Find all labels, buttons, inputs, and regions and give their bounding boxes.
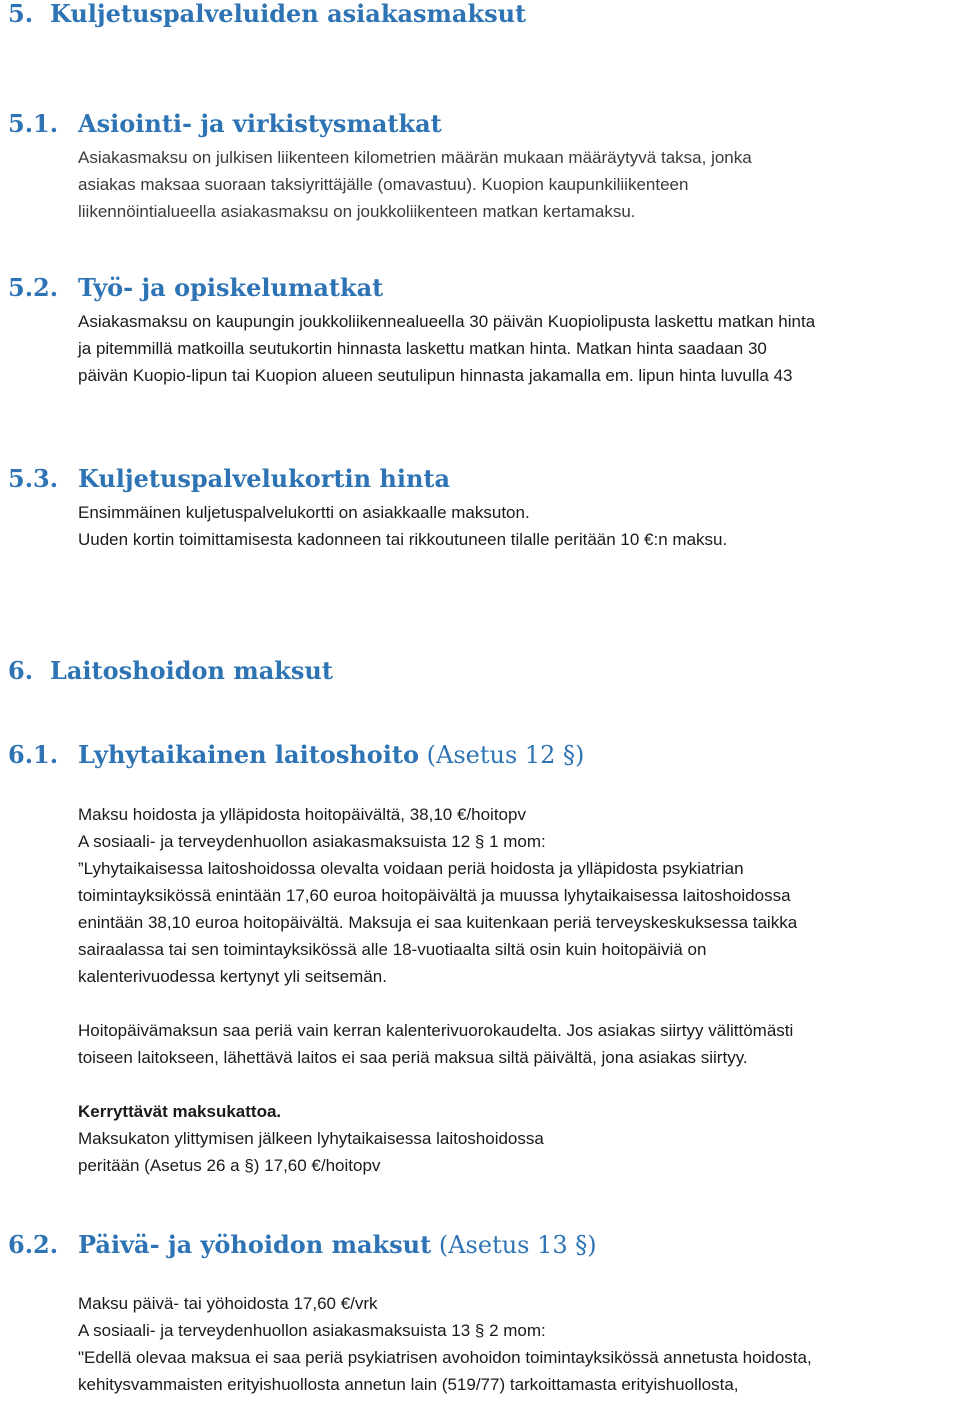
- paragraph-line: ja pitemmillä matkoilla seutukortin hinnasta laskettu matkan hinta. Matkan hinta saadaan 30: [78, 339, 767, 358]
- paragraph-line: ”Lyhytaikaisessa laitoshoidossa olevalta voidaan periä hoidosta ja ylläpidosta psykiatrian: [78, 859, 744, 878]
- paragraph-line: Maksu hoidosta ja ylläpidosta hoitopäivältä, 38,10 €/hoitopv: [78, 805, 526, 824]
- section-number: 6.: [8, 656, 34, 685]
- paragraph-line: "Edellä olevaa maksua ei saa periä psykiatrisen avohoidon toimintayksikössä annetusta hoidosta,: [78, 1348, 812, 1367]
- paragraph-heading: Kerryttävät maksukattoa.: [78, 1102, 282, 1121]
- paragraph-line: kehitysvammaisten erityishuollosta annetun lain (519/77) tarkoittamasta erityishuollosta,: [78, 1375, 739, 1394]
- paragraph-line: Hoitopäivämaksun saa periä vain kerran kalenterivuorokaudelta. Jos asiakas siirtyy välittömästi: [78, 1021, 794, 1040]
- paragraph-line: Asiakasmaksu on julkisen liikenteen kilometrien määrän mukaan määräytyvä taksa, jonka: [78, 148, 752, 167]
- section-number: 5.2.: [8, 273, 59, 302]
- paragraph-line: Asiakasmaksu on kaupungin joukkoliikennealueella 30 päivän Kuopiolipusta laskettu matkan hinta: [78, 312, 816, 331]
- paragraph-line: Maksu päivä- tai yöhoidosta 17,60 €/vrk: [78, 1294, 378, 1313]
- section-title: Asiointi- ja virkistysmatkat: [78, 109, 442, 138]
- section-heading-5-3: [8, 464, 608, 495]
- paragraph-line: asiakas maksaa suoraan taksiyrittäjälle (omavastuu). Kuopion kaupunkiliikenteen: [78, 175, 689, 194]
- section-heading-6-2: [8, 1230, 708, 1261]
- section-number: 6.1.: [8, 740, 59, 769]
- paragraph-line: A sosiaali- ja terveydenhuollon asiakasmaksuista 13 § 2 mom:: [78, 1321, 546, 1340]
- section-title: Kuljetuspalvelukortin hinta: [78, 464, 451, 493]
- paragraph-line: Maksukaton ylittymisen jälkeen lyhytaikaisessa laitoshoidossa: [78, 1129, 544, 1148]
- section-number: 5.1.: [8, 109, 59, 138]
- section-heading-5-1: [8, 109, 608, 140]
- section-heading-5-2: [8, 273, 608, 304]
- section-heading-6-1: [8, 740, 708, 771]
- paragraph-line: A sosiaali- ja terveydenhuollon asiakasmaksuista 12 § 1 mom:: [78, 832, 546, 851]
- section-title: Työ- ja opiskelumatkat: [78, 273, 384, 302]
- section-title: Lyhytaikainen laitoshoito: [78, 740, 419, 769]
- paragraph-line: toiseen laitokseen, lähettävä laitos ei saa periä maksua siltä päivältä, jona asiakas siirtyy.: [78, 1048, 748, 1067]
- section-note: (Asetus 12 §): [419, 741, 585, 769]
- section-title: Päivä- ja yöhoidon maksut: [78, 1230, 432, 1259]
- paragraph-line: sairaalassa tai sen toimintayksikössä alle 18-vuotiaalta siltä osin kuin hoitopäiviä on: [78, 940, 707, 959]
- paragraph-line: Ensimmäinen kuljetuspalvelukortti on asiakkaalle maksuton.: [78, 503, 530, 522]
- section-heading-5: [8, 2, 608, 30]
- paragraph-line: enintään 38,10 euroa hoitopäivältä. Maksuja ei saa kuitenkaan periä terveyskeskuksessa taikka: [78, 913, 798, 932]
- paragraph-line: toimintayksikössä enintään 17,60 euroa hoitopäivältä ja muussa lyhytaikaisessa laitoshoidossa: [78, 886, 791, 905]
- section-title: Kuljetuspalveluiden asiakasmaksut: [50, 0, 527, 28]
- section-heading-6: [8, 656, 608, 687]
- paragraph-line: päivän Kuopio-lipun tai Kuopion alueen seutulipun hinnasta jakamalla em. lipun hinta luvulla 43: [78, 366, 793, 385]
- paragraph-line: liikennöintialueella asiakasmaksu on joukkoliikenteen matkan kertamaksu.: [78, 202, 636, 221]
- section-number: 6.2.: [8, 1230, 59, 1259]
- section-number: 5.: [8, 0, 34, 28]
- section-note: (Asetus 13 §): [431, 1231, 597, 1259]
- section-number: 5.3.: [8, 464, 59, 493]
- section-title: Laitoshoidon maksut: [50, 656, 333, 685]
- paragraph-line: Uuden kortin toimittamisesta kadonneen tai rikkoutuneen tilalle peritään 10 €:n maksu.: [78, 530, 728, 549]
- paragraph-line: peritään (Asetus 26 a §) 17,60 €/hoitopv: [78, 1156, 381, 1175]
- paragraph-line: kalenterivuodessa kertynyt yli seitsemän.: [78, 967, 387, 986]
